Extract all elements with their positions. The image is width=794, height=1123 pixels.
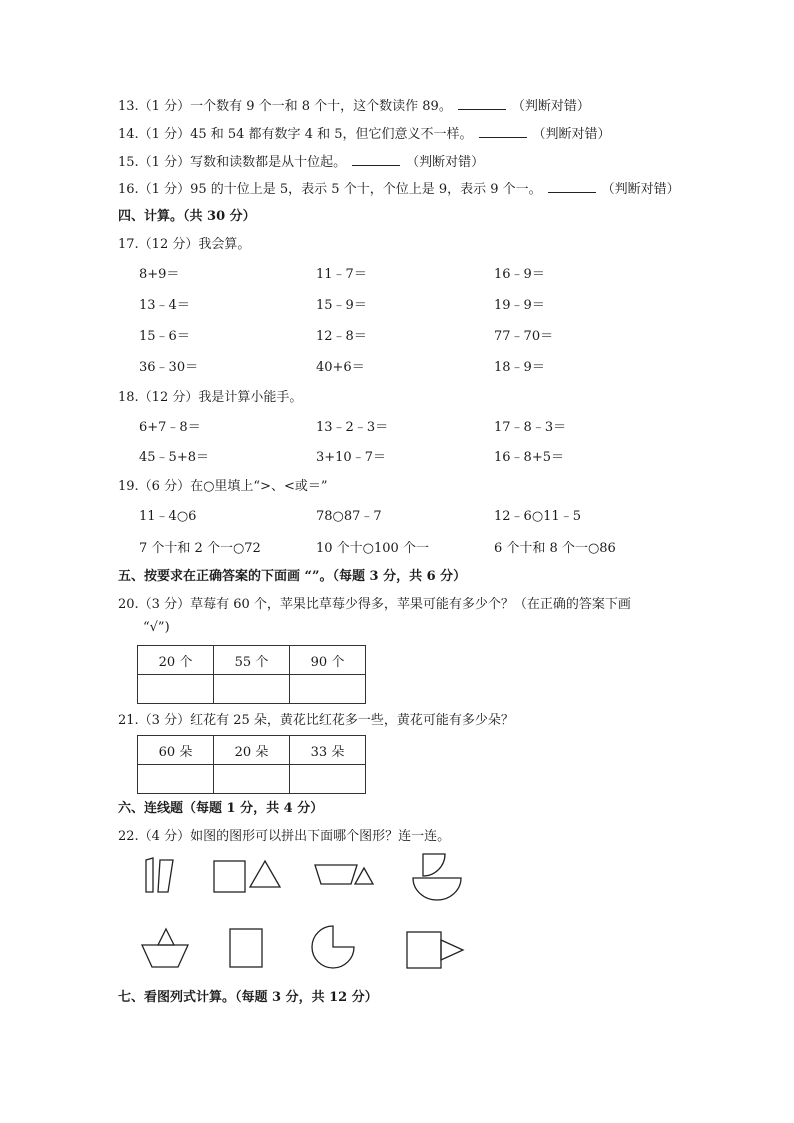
section-7-heading: 七、看图列式计算。（每题 3 分，共 12 分）: [118, 990, 378, 1005]
compare-item: 7 个十和 2 个一○72: [139, 541, 261, 556]
answer-table-21: [137, 735, 366, 794]
question-13-text: 13.（1 分）一个数有 9 个一和 8 个十，这个数读作 89。: [118, 99, 452, 114]
section-4-heading: 四、计算。（共 30 分）: [118, 209, 256, 224]
answer-blank-15[interactable]: [352, 154, 400, 166]
mark-cell[interactable]: [138, 675, 214, 704]
option-cell: 20 朵: [214, 736, 290, 765]
question-18-title: 18.（12 分）我是计算小能手。: [118, 390, 303, 405]
question-17-title: 17.（12 分）我会算。: [118, 237, 251, 252]
answer-table-20: [137, 645, 366, 704]
section-6-heading: 六、连线题（每题 1 分，共 4 分）: [118, 801, 324, 816]
three-quarter-circle-icon[interactable]: [308, 922, 358, 972]
compare-item: 78○87﹣7: [316, 509, 382, 524]
question-15: [118, 151, 484, 170]
calc-item: 40+6＝: [316, 360, 365, 375]
compare-item: 10 个十○100 个一: [316, 541, 429, 556]
calc-item: 16﹣8+5＝: [494, 450, 564, 465]
answer-blank-16[interactable]: [548, 181, 596, 193]
mark-cell[interactable]: [138, 765, 214, 794]
mark-cell[interactable]: [214, 765, 290, 794]
trapezoid-and-triangle-icon[interactable]: [313, 862, 377, 888]
question-13-suffix: （判断对错）: [511, 99, 590, 114]
calc-item: 45﹣5+8＝: [139, 450, 209, 465]
question-16-suffix: （判断对错）: [601, 182, 680, 197]
question-13: [118, 95, 590, 114]
compare-item: 11﹣4○6: [139, 509, 197, 524]
question-19-title: 19.（6 分）在○里填上“>、<或＝”: [118, 479, 328, 494]
mark-cell[interactable]: [290, 765, 366, 794]
calc-item: 13﹣2﹣3＝: [316, 420, 389, 435]
question-15-text: 15.（1 分）写数和读数都是从十位起。: [118, 155, 347, 170]
answer-blank-13[interactable]: [458, 98, 506, 110]
question-14-suffix: （判断对错）: [532, 127, 611, 142]
option-cell: 55 个: [214, 646, 290, 675]
calc-item: 18﹣9＝: [494, 360, 545, 375]
option-cell: 90 个: [290, 646, 366, 675]
square-and-triangle-icon[interactable]: [212, 857, 284, 895]
question-16: [118, 178, 680, 197]
section-5-heading: 五、按要求在正确答案的下面画 “”。（每题 3 分，共 6 分）: [118, 569, 467, 584]
calc-item: 15﹣6＝: [139, 329, 190, 344]
calc-item: 13﹣4＝: [139, 298, 190, 313]
question-21-title: 21.（3 分）红花有 25 朵，黄花比红花多一些，黄花可能有多少朵？: [118, 713, 514, 728]
calc-item: 11﹣7＝: [316, 267, 367, 282]
calc-item: 36﹣30＝: [139, 360, 199, 375]
boat-shape-icon[interactable]: [138, 925, 192, 971]
option-cell: 33 朵: [290, 736, 366, 765]
option-cell: 20 个: [138, 646, 214, 675]
calc-item: 6+7﹣8＝: [139, 420, 201, 435]
calc-item: 77﹣70＝: [494, 329, 554, 344]
mark-cell[interactable]: [290, 675, 366, 704]
question-22-title: 22.（4 分）如图的图形可以拼出下面哪个图形？连一连。: [118, 829, 451, 844]
compare-item: 12﹣6○11﹣5: [494, 509, 581, 524]
answer-blank-14[interactable]: [479, 126, 527, 138]
calc-item: 17﹣8﹣3＝: [494, 420, 567, 435]
calc-item: 12﹣8＝: [316, 329, 367, 344]
rectangle-icon[interactable]: [226, 925, 266, 971]
question-15-suffix: （判断对错）: [406, 155, 485, 170]
calc-item: 8+9＝: [139, 267, 180, 282]
calc-item: 16﹣9＝: [494, 267, 545, 282]
two-semicircles-icon[interactable]: [409, 850, 465, 902]
option-cell: 60 朵: [138, 736, 214, 765]
calc-item: 19﹣9＝: [494, 298, 545, 313]
compare-item: 6 个十和 8 个一○86: [494, 541, 616, 556]
calc-item: 3+10﹣7＝: [316, 450, 386, 465]
question-14-text: 14.（1 分）45 和 54 都有数字 4 和 5，但它们意义不一样。: [118, 127, 473, 142]
mark-cell[interactable]: [214, 675, 290, 704]
calc-item: 15﹣9＝: [316, 298, 367, 313]
question-16-text: 16.（1 分）95 的十位上是 5，表示 5 个十，个位上是 9，表示 9 个一。: [118, 182, 542, 197]
square-with-triangle-icon[interactable]: [403, 928, 467, 972]
question-14: [118, 123, 611, 142]
question-20-line1: 20.（3 分）草莓有 60 个，苹果比草莓少得多，苹果可能有多少个？（在正确的答案下画: [118, 597, 631, 612]
two-parallelograms-icon[interactable]: [140, 856, 182, 896]
question-20-line2: “√”): [143, 620, 170, 635]
